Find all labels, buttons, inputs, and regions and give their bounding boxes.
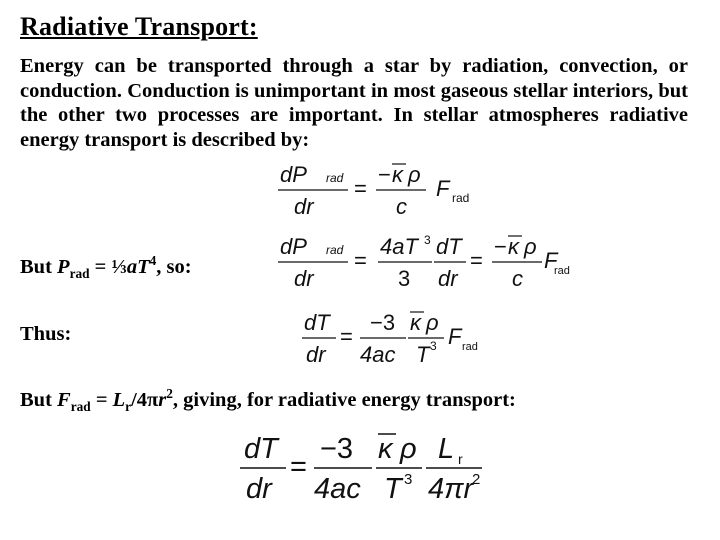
eq3-rho: ρ <box>426 310 439 335</box>
eq4-den3-sup: 3 <box>404 471 413 488</box>
eq4-den2: 4ac <box>314 473 361 505</box>
equation-radiative-pressure-gradient <box>276 158 476 225</box>
eq2-eqsign: = <box>354 248 367 273</box>
eq4-den3: T <box>384 473 402 505</box>
eq3-num1: dT <box>304 310 330 335</box>
eq3-den1: dr <box>306 342 326 367</box>
eq3-num2: −3 <box>370 310 396 335</box>
eq2-num2-sup: 3 <box>424 233 431 247</box>
equation-radiative-transport-final <box>236 426 496 511</box>
eq3-F-sub: rad <box>462 341 478 353</box>
frad-definition-line: But $F_{rad} = L_r/4\pi r^2$, giving, for radiative energy transport: <box>20 386 516 414</box>
eq3-F: F <box>448 324 462 349</box>
eq4-num4: L <box>438 433 455 465</box>
eq2-num1-sub: rad <box>326 243 344 257</box>
eq1-eqsign: = <box>354 176 367 201</box>
eq2-den1: dr <box>294 266 314 291</box>
eq2-kappa: κ <box>508 234 519 259</box>
eq3-kappa: κ <box>410 310 421 335</box>
eq3-eqsign: = <box>340 324 353 349</box>
eq2-F-sub: rad <box>554 265 570 277</box>
eq2-den4: c <box>512 266 523 291</box>
eq1-den1: dr <box>294 194 314 219</box>
intro-paragraph: Energy can be transported through a star by radiation, convection, or conduction. Conduction is unimportant in most gaseous stellar interiors, but the other two processes are important. In stellar atmospheres radiative energy transport is described by: <box>20 55 688 151</box>
eq1-num1: dP <box>280 162 307 187</box>
eq2-num2: 4aT <box>380 234 418 259</box>
eq4-den4: 4πr <box>428 473 474 505</box>
eq1-kappa: κ <box>392 162 403 187</box>
eq2-eqsign2: = <box>470 248 483 273</box>
eq2-den3: dr <box>438 266 458 291</box>
eq4-den4-sup: 2 <box>472 471 481 488</box>
eq4-eqsign: = <box>290 451 307 483</box>
eq1-F: F <box>436 176 450 201</box>
eq4-den1: dr <box>246 473 272 505</box>
eq2-minus: − <box>494 234 507 259</box>
eq2-rho: ρ <box>524 234 537 259</box>
eq2-num3: dT <box>436 234 462 259</box>
slide-title: Radiative Transport: <box>20 12 258 41</box>
equation-temperature-gradient-flux <box>298 306 488 373</box>
eq2-num1: dP <box>280 234 307 259</box>
eq4-num2: −3 <box>320 433 354 465</box>
eq3-den3-sup: 3 <box>430 339 437 353</box>
prad-definition-line: But $P_{rad}$ = $\frac{1}{3}aT^4$, so: <box>20 253 192 281</box>
eq3-den3: T <box>416 342 430 367</box>
eq2-F: F <box>544 248 558 273</box>
eq4-rho: ρ <box>400 433 417 465</box>
equation-pressure-temperature-gradient <box>276 230 570 297</box>
eq4-num4-sub: r <box>458 451 463 467</box>
eq1-rho: ρ <box>408 162 421 187</box>
eq1-num1-sub: rad <box>326 171 344 185</box>
thus-line: Thus: <box>20 323 72 345</box>
eq1-den2: c <box>396 194 407 219</box>
eq1-minus: − <box>378 162 391 187</box>
eq4-num1: dT <box>244 433 278 465</box>
eq2-den2: 3 <box>398 266 411 291</box>
eq3-den2: 4ac <box>360 342 396 367</box>
eq1-F-sub: rad <box>452 191 470 205</box>
eq4-kappa: κ <box>378 433 393 465</box>
